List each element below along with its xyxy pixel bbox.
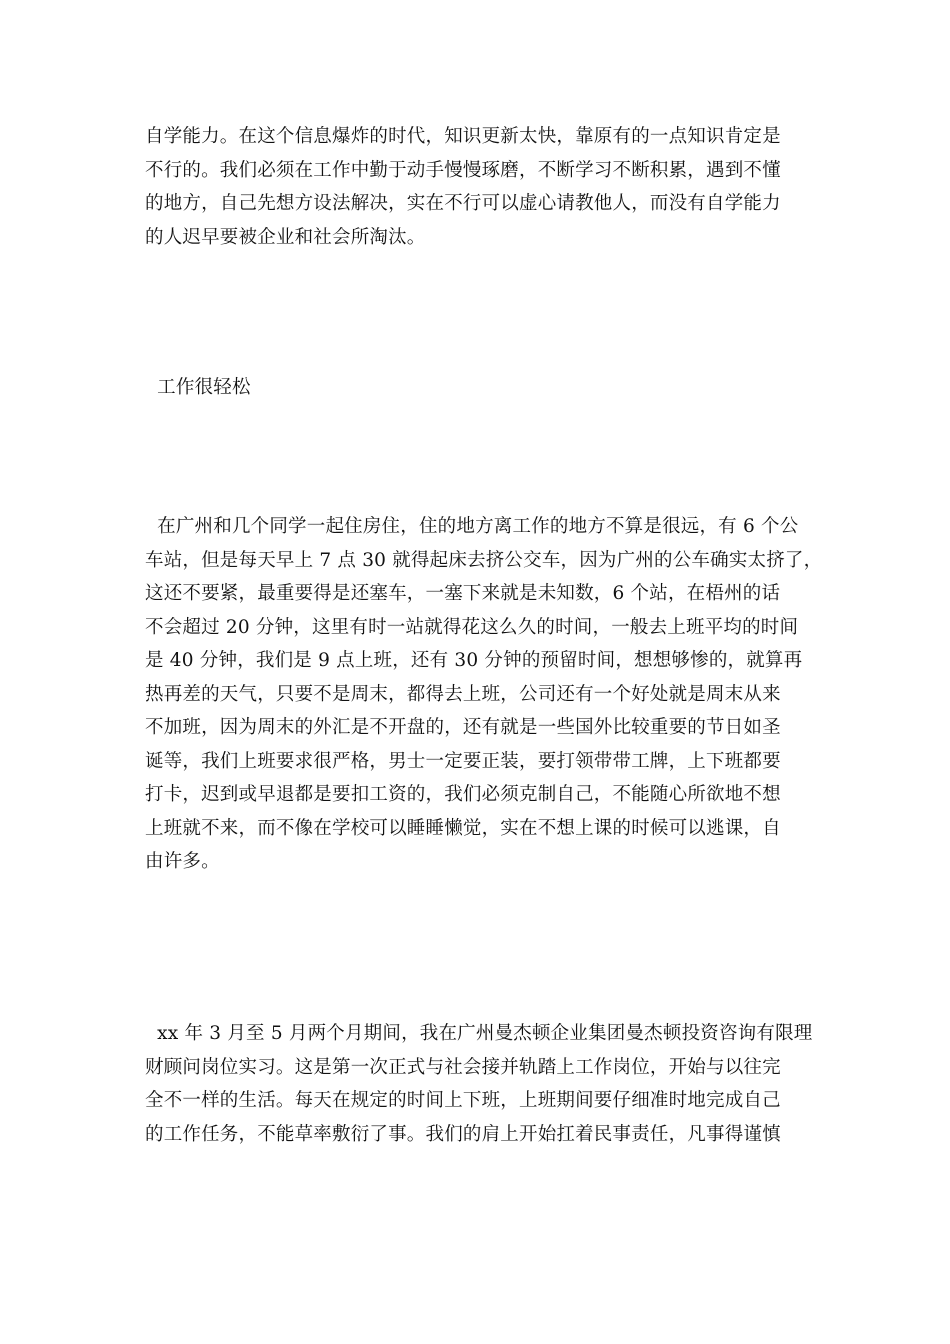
text-line: 车站，但是每天早上 7 点 30 就得起床去挤公交车，因为广州的公车确实太挤了， <box>145 549 823 571</box>
text-line: 打卡，迟到或早退都是要扣工资的，我们必须克制自己，不能随心所欲地不想 <box>145 784 781 805</box>
text-line: 自学能力。在这个信息爆炸的时代，知识更新太快，靠原有的一点知识肯定是 <box>145 126 781 147</box>
text-line: 由许多。 <box>145 851 220 872</box>
text-line: 不会超过 20 分钟，这里有时一站就得花这么久的时间，一般去上班平均的时间 <box>145 616 799 638</box>
section-heading-container <box>145 371 815 405</box>
text-line: 全不一样的生活。每天在规定的时间上下班，上班期间要仔细准时地完成自己 <box>145 1090 781 1111</box>
text-line: 这还不要紧，最重要得是还塞车，一塞下来就是未知数，6 个站，在梧州的话 <box>145 583 781 604</box>
text-line: 诞等，我们上班要求很严格，男士一定要正装，要打领带带工牌，上下班都要 <box>145 750 781 772</box>
text-line: 不行的。我们必须在工作中勤于动手慢慢琢磨，不断学习不断积累，遇到不懂 <box>145 159 781 181</box>
text-line: 上班就不来，而不像在学校可以睡睡懒觉，实在不想上课的时候可以逃课，自 <box>145 817 781 839</box>
text-line: 的地方，自己先想方设法解决，实在不行可以虚心请教他人，而没有自学能力 <box>145 193 781 214</box>
text-line: 是 40 分钟，我们是 9 点上班，还有 30 分钟的预留时间，想想够惨的，就算再 <box>145 650 803 671</box>
paragraph-internship <box>145 1017 815 1151</box>
text-line: 热再差的天气，只要不是周末，都得去上班，公司还有一个好处就是周末从来 <box>145 683 781 705</box>
paragraph-commute <box>145 510 823 879</box>
text-line: 财顾问岗位实习。这是第一次正式与社会接并轨踏上工作岗位，开始与以往完 <box>145 1056 781 1078</box>
paragraph-self-learning <box>145 120 815 254</box>
text-line: 的工作任务，不能草率敷衍了事。我们的肩上开始扛着民事责任，凡事得谨慎 <box>145 1123 781 1145</box>
text-line: 在广州和几个同学一起住房住，住的地方离工作的地方不算是很远，有 6 个公 <box>145 516 799 537</box>
section-heading: 工作很轻松 <box>145 377 251 398</box>
text-line: xx 年 3 月至 5 月两个月期间，我在广州曼杰顿企业集团曼杰顿投资咨询有限理 <box>145 1023 813 1044</box>
text-line: 的人迟早要被企业和社会所淘汰。 <box>145 226 426 248</box>
text-line: 不加班，因为周末的外汇是不开盘的，还有就是一些国外比较重要的节日如圣 <box>145 717 781 738</box>
